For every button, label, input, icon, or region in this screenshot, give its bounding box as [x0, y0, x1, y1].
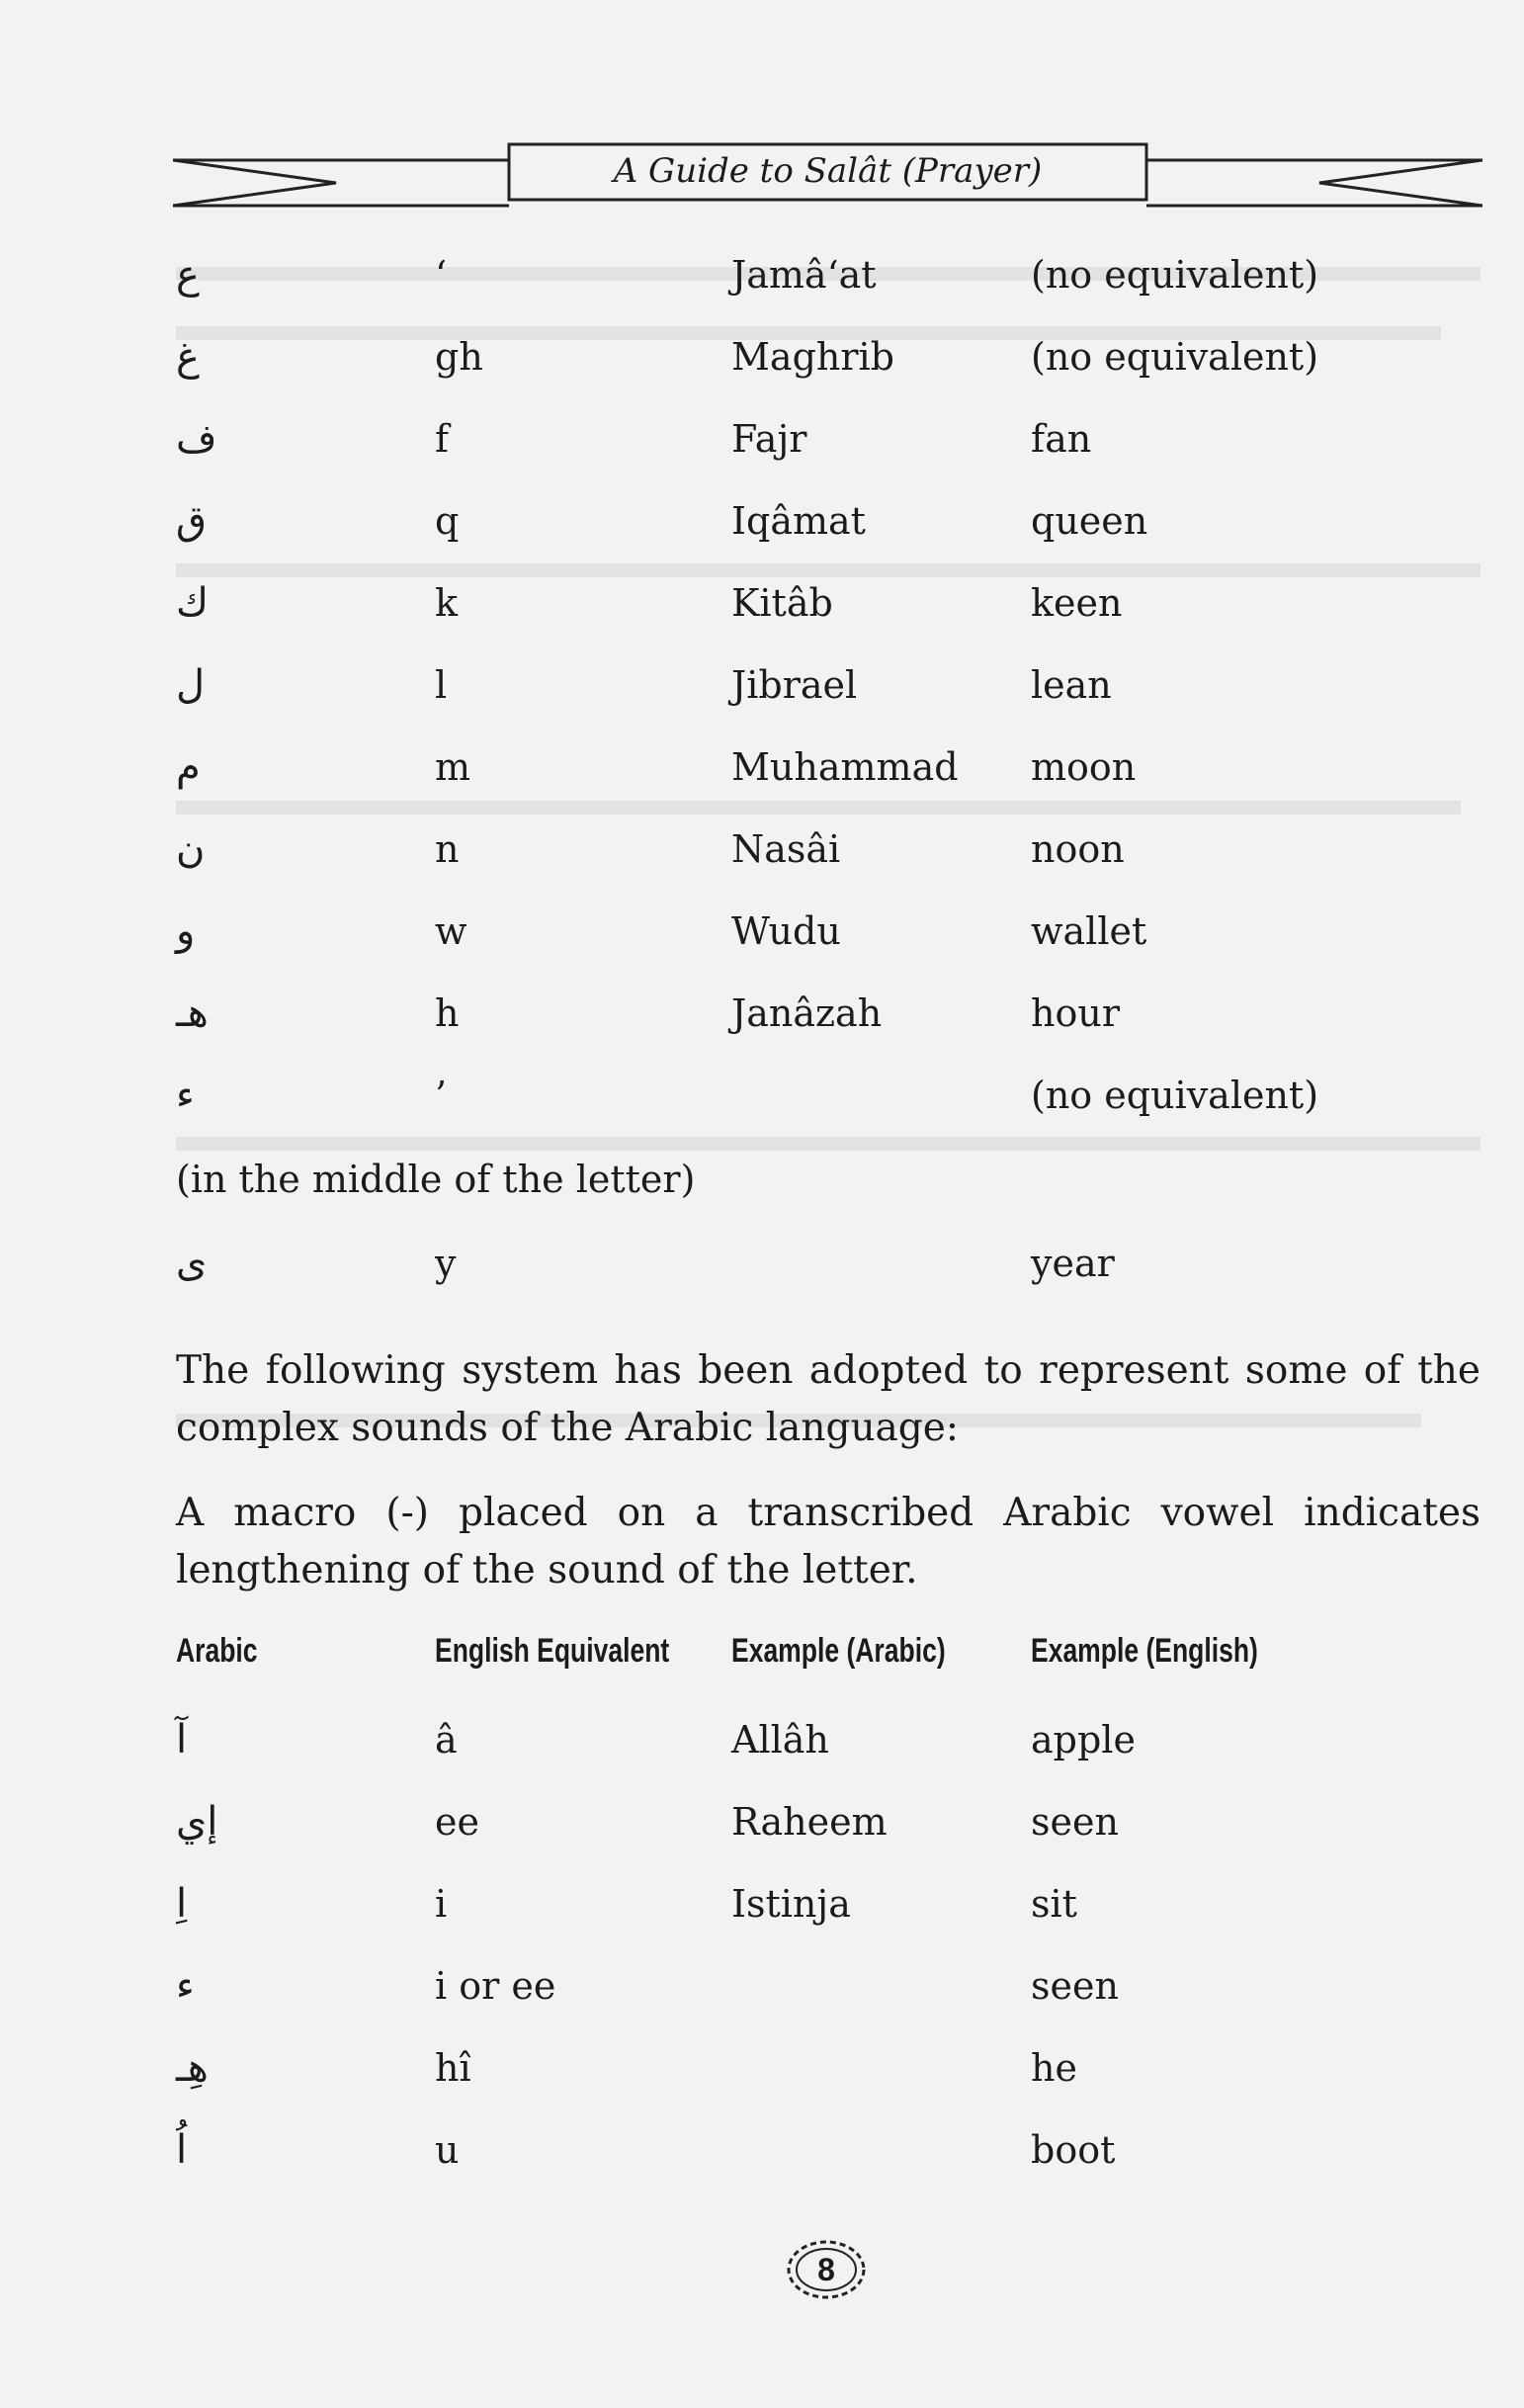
- running-title: A Guide to Salât (Prayer): [613, 151, 1043, 191]
- english-example: boot: [1031, 2128, 1116, 2172]
- english-example: (no equivalent): [1031, 335, 1319, 379]
- table-row: [0, 984, 1524, 1043]
- transliteration: ’: [435, 1074, 448, 1117]
- arabic-letter: م: [176, 744, 201, 790]
- transliteration: q: [435, 499, 460, 543]
- english-example: wallet: [1031, 909, 1147, 953]
- transliteration: k: [435, 581, 459, 625]
- page-number: 8: [817, 2252, 835, 2287]
- arabic-example: Nasâi: [731, 827, 841, 871]
- table-row: [0, 1792, 1524, 1851]
- arabic-example: Istinja: [731, 1882, 851, 1926]
- paragraph-complex-sounds: The following system has been adopted to represent some of the complex sounds of the Arabic language:: [176, 1348, 1481, 1450]
- arabic-example: Maghrib: [731, 335, 895, 379]
- arabic-letter: اُ: [176, 2127, 188, 2173]
- english-example: moon: [1031, 745, 1137, 789]
- transliteration: hî: [435, 2046, 471, 2090]
- table-row: [0, 1234, 1524, 1293]
- arabic-letter: ف: [176, 416, 217, 462]
- table-row: [0, 902, 1524, 961]
- table-row: [0, 573, 1524, 633]
- hamza-note: (in the middle of the letter): [176, 1158, 696, 1201]
- arabic-example: Fajr: [731, 417, 807, 461]
- english-example: noon: [1031, 827, 1125, 871]
- transliteration: gh: [435, 335, 483, 379]
- arabic-example: Janâzah: [731, 991, 883, 1035]
- english-example: seen: [1031, 1800, 1119, 1844]
- transliteration: w: [435, 909, 467, 953]
- english-example: fan: [1031, 417, 1092, 461]
- transliteration: â: [435, 1718, 458, 1762]
- col-header-arabic: Arabic: [176, 1632, 258, 1670]
- arabic-letter: هـ: [176, 990, 209, 1036]
- arabic-example: Muhammad: [731, 745, 959, 789]
- table-row: [0, 2120, 1524, 2180]
- transliteration: m: [435, 745, 471, 789]
- arabic-letter: ء: [176, 1073, 195, 1118]
- english-example: apple: [1031, 1718, 1136, 1762]
- arabic-letter: غ: [176, 334, 200, 380]
- table-row: [0, 327, 1524, 387]
- english-example: lean: [1031, 663, 1112, 707]
- arabic-letter: ء: [176, 1963, 195, 2009]
- english-example: (no equivalent): [1031, 1074, 1319, 1117]
- transliteration: ‘: [435, 253, 448, 297]
- arabic-letter: ق: [176, 498, 208, 544]
- table-row: [0, 737, 1524, 797]
- table-row: [0, 2038, 1524, 2098]
- vowel-table-header: [0, 1621, 1524, 1680]
- arabic-example: Allâh: [731, 1718, 829, 1762]
- arabic-letter: و: [176, 908, 196, 954]
- transliteration: u: [435, 2128, 460, 2172]
- table-row: [0, 1710, 1524, 1769]
- table-row: [0, 409, 1524, 469]
- english-example: hour: [1031, 991, 1120, 1035]
- english-example: seen: [1031, 1964, 1119, 2008]
- arabic-letter: ك: [176, 580, 209, 626]
- english-example: year: [1031, 1242, 1115, 1285]
- english-example: keen: [1031, 581, 1123, 625]
- arabic-example: Kitâb: [731, 581, 833, 625]
- transliteration: i or ee: [435, 1964, 556, 2008]
- arabic-example: Iqâmat: [731, 499, 866, 543]
- table-row: [0, 655, 1524, 715]
- table-row: [0, 1956, 1524, 2016]
- transliteration: f: [435, 417, 450, 461]
- page-number-badge: [783, 2236, 870, 2303]
- transliteration: l: [435, 663, 448, 707]
- page-header-banner: [173, 138, 1482, 227]
- arabic-letter: اِ: [176, 1881, 188, 1927]
- transliteration: y: [435, 1242, 457, 1285]
- arabic-example: Wudu: [731, 909, 841, 953]
- table-row: [0, 819, 1524, 879]
- arabic-letter: ع: [176, 252, 200, 298]
- arabic-letter: ن: [176, 826, 206, 872]
- col-header-example-english: Example (English): [1031, 1632, 1258, 1670]
- english-example: sit: [1031, 1882, 1077, 1926]
- table-row: [0, 491, 1524, 551]
- paragraph-macro: A macro (-) placed on a transcribed Arabic vowel indicates lengthening of the sound of the letter.: [176, 1491, 1481, 1592]
- transliteration: n: [435, 827, 460, 871]
- arabic-example: Raheem: [731, 1800, 888, 1844]
- arabic-example: Jamâ‘at: [731, 253, 877, 297]
- arabic-letter: ى: [176, 1241, 208, 1286]
- col-header-english-equivalent: English Equivalent: [435, 1632, 670, 1670]
- table-row: [0, 1066, 1524, 1125]
- english-example: (no equivalent): [1031, 253, 1319, 297]
- english-example: he: [1031, 2046, 1077, 2090]
- arabic-letter: هِـ: [176, 2045, 209, 2091]
- table-row: [0, 1874, 1524, 1934]
- transliteration: h: [435, 991, 460, 1035]
- arabic-letter: آ: [176, 1717, 188, 1763]
- english-example: queen: [1031, 499, 1148, 543]
- arabic-letter: ل: [176, 662, 206, 708]
- arabic-letter: إي: [176, 1799, 218, 1845]
- transliteration: i: [435, 1882, 448, 1926]
- transliteration: ee: [435, 1800, 479, 1844]
- arabic-example: Jibrael: [731, 663, 858, 707]
- col-header-example-arabic: Example (Arabic): [731, 1632, 946, 1670]
- table-row: [0, 245, 1524, 304]
